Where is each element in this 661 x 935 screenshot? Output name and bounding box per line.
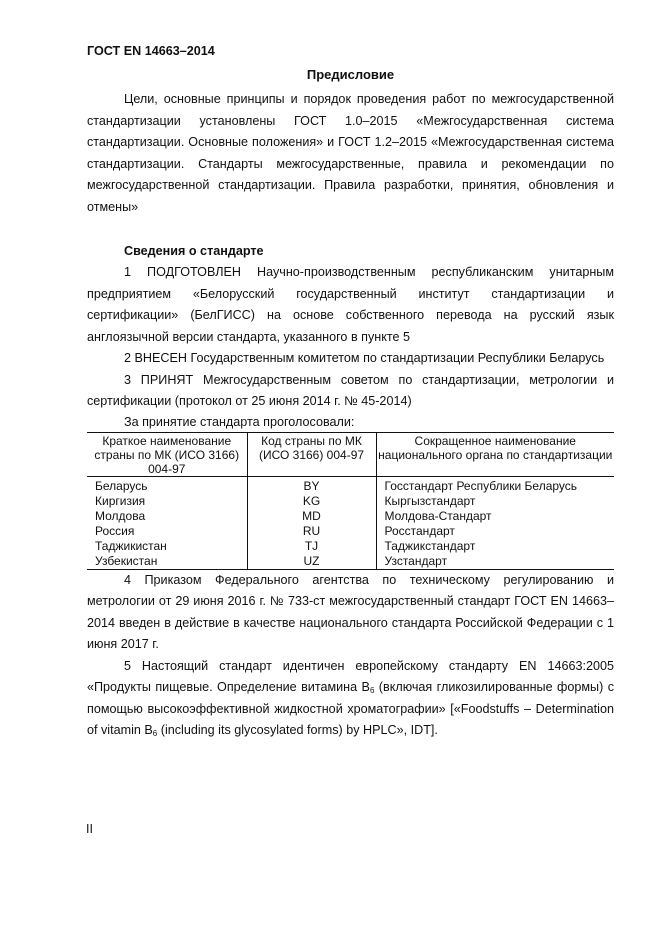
country-cell: Беларусь: [95, 478, 148, 493]
column-header-code: Код страны по МК (ИСО 3166) 004-97: [247, 432, 376, 476]
item-5-identical: [87, 656, 614, 742]
country-cell: Россия: [95, 523, 135, 538]
table-row: [87, 539, 614, 554]
country-cell: Узбекистан: [87, 554, 247, 570]
body-cell: Росстандарт: [376, 524, 614, 539]
item-1-prepared: 1 ПОДГОТОВЛЕН Научно-производственным республиканским унитарным предприятием «Белорусский государственный институт стандартизации и сертификации» (БелГИСС) на основе собственного перевода на русский язык англоязычной версии стандарта, указанного в пункте 5: [87, 265, 614, 344]
standard-info-title: Сведения о стандарте: [124, 244, 264, 258]
standard-code-header: ГОСТ EN 14663–2014: [87, 44, 215, 58]
item-3-adopted: 3 ПРИНЯТ Межгосударственным советом по стандартизации, метрологии и сертификации (протокол от 25 июня 2014 г. № 45-2014): [87, 372, 614, 408]
code-cell: UZ: [247, 554, 376, 570]
table-row: [87, 524, 614, 539]
item-5-text-part-3: (including its glycosylated forms) by HPLC», IDT].: [157, 723, 438, 737]
code-cell: RU: [247, 524, 376, 539]
voting-states-table: [87, 432, 614, 570]
vote-intro: За принятие стандарта проголосовали:: [124, 414, 355, 429]
table-row: [87, 476, 614, 494]
body-cell: Узстандарт: [376, 554, 614, 570]
item-4-enacted: 4 Приказом Федерального агентства по техническому регулированию и метрологии от 29 июня 2016 г. № 733-ст межгосударственный стандарт ГОСТ EN 14663–2014 введен в действие в качестве национального стандарта Российской Федерации с 1 июня 2017 г.: [87, 572, 614, 651]
country-cell: Таджикистан: [95, 538, 167, 553]
country-cell: Киргизия: [95, 493, 146, 508]
body-cell: Кыргызстандарт: [376, 494, 614, 509]
body-cell: Госстандарт Республики Беларусь: [376, 476, 614, 494]
document-page: [87, 41, 614, 742]
item-2-introduced: 2 ВНЕСЕН Государственным комитетом по стандартизации Республики Беларусь: [124, 351, 605, 365]
body-cell: Молдова-Стандарт: [376, 509, 614, 524]
item-5-text-part-2: (включая гликозилированные формы) с помощью высокоэффективной жидкостной хроматографии» [«Foodstuffs – Determination of vitamin B: [87, 680, 614, 737]
table-header-row: [87, 432, 614, 476]
code-cell: BY: [247, 476, 376, 494]
code-cell: TJ: [247, 539, 376, 554]
body-cell: Таджикстандарт: [376, 539, 614, 554]
vitamin-subscript: 6: [369, 686, 375, 695]
table-row: [87, 554, 614, 570]
item-5-text-part-1: 5 Настоящий стандарт идентичен европейскому стандарту EN 14663:2005 «Продукты пищевые. Определение витамина B: [87, 658, 614, 694]
vitamin-subscript: 6: [152, 729, 158, 738]
code-cell: MD: [247, 509, 376, 524]
column-header-country: Краткое наименование страны по МК (ИСО 3166) 004-97: [87, 432, 247, 476]
table-row: [87, 494, 614, 509]
code-cell: KG: [247, 494, 376, 509]
foreword-text: Цели, основные принципы и порядок проведения работ по межгосударственной стандартизации установлены ГОСТ 1.0–2015 «Межгосударственная система стандартизации. Основные положения» и ГОСТ 1.2–2015 «Межгосударственная система стандартизации. Стандарты межгосударственные, правила и рекомендации по межгосударственной стандартизации. Правила разработки, принятия, обновления и отмены»: [87, 92, 614, 214]
country-cell: Молдова: [95, 508, 146, 523]
foreword-title: Предисловие: [306, 67, 395, 82]
page-number: II: [86, 822, 93, 836]
column-header-body: Сокращенное наименование национального органа по стандартизации: [376, 432, 614, 476]
table-row: [87, 509, 614, 524]
